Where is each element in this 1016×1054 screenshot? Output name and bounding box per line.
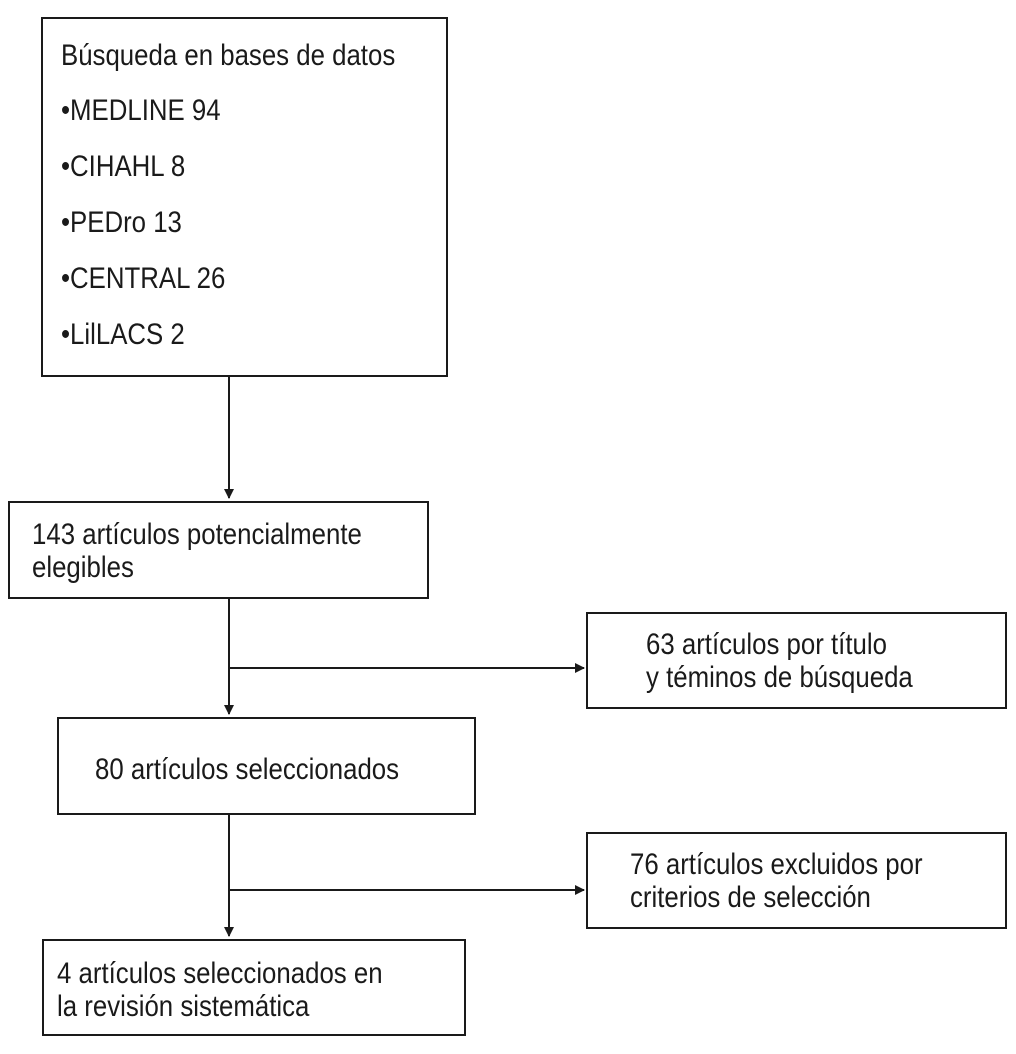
database-search-title: Búsqueda en bases de datos	[61, 39, 396, 72]
database-item-central: •CENTRAL 26	[61, 262, 226, 295]
excluded-by-criteria-line1: 76 artículos excluidos por	[630, 848, 923, 881]
excluded-by-title-box	[586, 612, 1007, 709]
database-item-pedro: •PEDro 13	[61, 206, 182, 239]
selected-articles-box	[57, 717, 476, 815]
database-item-cihahl: •CIHAHL 8	[61, 150, 186, 183]
selected-articles-line1: 80 artículos seleccionados	[95, 753, 400, 786]
excluded-by-criteria-box	[586, 832, 1007, 929]
excluded-by-title-line2: y téminos de búsqueda	[646, 661, 913, 694]
excluded-by-criteria-line2: criterios de selección	[630, 881, 871, 914]
eligible-articles-line2: elegibles	[32, 551, 134, 584]
final-selection-line2: la revisión sistemática	[57, 990, 310, 1023]
database-item-lilacs: •LilLACS 2	[61, 318, 185, 351]
final-selection-box	[42, 939, 466, 1036]
final-selection-line1: 4 artículos seleccionados en	[57, 957, 383, 990]
database-item-medline: •MEDLINE 94	[61, 94, 221, 127]
excluded-by-title-line1: 63 artículos por título	[646, 628, 887, 661]
database-search-box	[41, 17, 448, 377]
eligible-articles-box	[8, 501, 429, 599]
eligible-articles-line1: 143 artículos potencialmente	[32, 518, 362, 551]
